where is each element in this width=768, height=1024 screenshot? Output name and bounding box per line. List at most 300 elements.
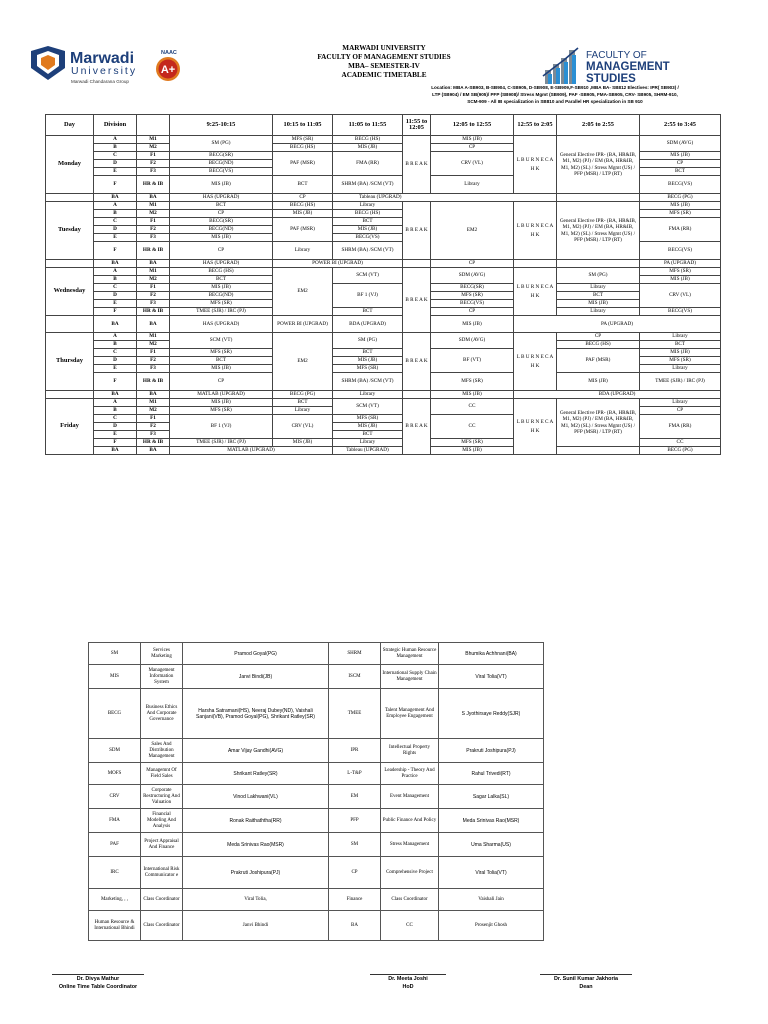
class-cell: BECG (HS) <box>557 341 640 349</box>
legend-subject-name: Financial Modeling And Analysis <box>141 809 183 833</box>
table-row <box>46 202 721 210</box>
code-cell: F3 <box>137 431 170 439</box>
class-cell: POWER BI (UPGRAD) <box>273 316 333 333</box>
subject-legend-right <box>328 642 544 941</box>
class-cell: MIS (JB) <box>170 399 273 407</box>
division-cell: F <box>94 439 137 447</box>
class-cell: MIS (JB) <box>333 144 403 152</box>
class-cell: BCT <box>333 308 403 316</box>
header-slot-4: 12:05 to 12:55 <box>431 115 514 136</box>
legend-faculty: Sagar Lalka(SL) <box>439 785 544 809</box>
class-cell: SCM (VT) <box>170 333 273 349</box>
class-cell: Tableau (UPGRAD) <box>333 194 557 202</box>
class-cell: BECG (PG) <box>640 447 721 455</box>
class-cell: BECG(SR) <box>170 218 273 226</box>
class-cell: SHRM (BA) /SCM (VT) <box>333 176 403 194</box>
class-cell: CRV (VL) <box>431 152 514 176</box>
legend-subject-name: Sales And Distribution Management <box>141 739 183 763</box>
legend-faculty: Rahul Trivedi(RT) <box>439 763 544 785</box>
header-lunch: 12:55 to 2:05 <box>514 115 557 136</box>
table-row-ba <box>46 391 721 399</box>
code-cell: F3 <box>137 300 170 308</box>
class-cell: CP <box>431 144 514 152</box>
legend-code: Human Resource & International Bhindi <box>89 911 141 941</box>
legend-code: MOFS <box>89 763 141 785</box>
code-cell: BA <box>137 447 170 455</box>
subject-legend-left <box>88 642 329 941</box>
class-cell: BECG (PG) <box>640 194 721 202</box>
legend-row <box>329 665 544 689</box>
legend-row <box>89 665 329 689</box>
legend-row <box>329 689 544 739</box>
class-cell: MFS (SR) <box>170 407 273 415</box>
legend-row <box>89 833 329 857</box>
lunch-cell: L B U R N E C A H K <box>514 202 557 260</box>
legend-faculty: Vinod Lakhwani(VL) <box>183 785 329 809</box>
division-cell: F <box>94 242 137 260</box>
class-cell: POWER BI (UPGRAD) <box>273 260 403 268</box>
code-cell: F2 <box>137 357 170 365</box>
class-cell: MIS (JB) <box>333 423 403 431</box>
legend-row <box>89 889 329 911</box>
code-cell: F1 <box>137 349 170 357</box>
code-cell: BA <box>137 194 170 202</box>
division-cell: F <box>94 373 137 391</box>
code-cell: M2 <box>137 210 170 218</box>
division-cell: B <box>94 276 137 284</box>
logo-right-line1: FACULTY OF <box>586 50 647 61</box>
class-cell: TMEE (SJR) / IRC (PJ) <box>170 308 273 316</box>
header-break: 11:55 to 12:05 <box>403 115 431 136</box>
legend-code: PFP <box>329 809 381 833</box>
class-cell: BF 1 (VJ) <box>333 284 403 308</box>
class-cell: BECG(VS) <box>640 308 721 316</box>
legend-code: BA <box>329 911 381 941</box>
class-cell: CP <box>431 260 514 268</box>
table-row <box>46 333 721 341</box>
legend-subject-name: International Risk Communicator e <box>141 857 183 889</box>
class-cell: MIS (JB) <box>431 316 514 333</box>
header-division: Division <box>94 115 137 136</box>
division-cell: BA <box>94 447 137 455</box>
legend-row <box>329 911 544 941</box>
class-cell: SDM (AVG) <box>640 136 721 152</box>
legend-subject-name: Strategic Human Resource Management <box>381 643 439 665</box>
timetable-title: ACADEMIC TIMETABLE <box>341 71 427 79</box>
code-cell: HR & IB <box>137 439 170 447</box>
class-cell: MIS (JB) <box>640 202 721 210</box>
class-cell: Library <box>640 365 721 373</box>
legend-code: Finance <box>329 889 381 911</box>
table-row <box>46 308 721 316</box>
legend-faculty: Amar Vijay Gandhi(AVG) <box>183 739 329 763</box>
general-elective-cell: General Elective IPR- (BA, HR&IB, M1, M2) (PJ) / EM (BA, HR&IB, M1, M2) (SL) / Stress Mgmt (US) / PFP (MSR) / LTP (RT) <box>557 399 640 447</box>
code-cell: M1 <box>137 202 170 210</box>
class-cell: Library <box>640 399 721 407</box>
logo-name: Marwadi <box>70 50 135 67</box>
legend-code: BECG <box>89 689 141 739</box>
legend-code: PAF <box>89 833 141 857</box>
legend-code: IPR <box>329 739 381 763</box>
division-cell: D <box>94 292 137 300</box>
class-cell: PAF (MSR) <box>557 349 640 373</box>
legend-faculty: S Jyothirsaye Reddy(SJR) <box>439 689 544 739</box>
table-row-ba <box>46 447 721 455</box>
class-cell: CP <box>431 308 514 316</box>
class-cell: SDM (AVG) <box>431 333 514 349</box>
class-cell: MIS (JB) <box>273 210 333 218</box>
class-cell: EM2 <box>431 202 514 260</box>
class-cell: MIS (JB) <box>333 357 403 365</box>
legend-code: IRC <box>89 857 141 889</box>
class-cell: TMEE (SJR) / IRC (PJ) <box>640 373 721 391</box>
lunch-cell: L B U R N E C A H K <box>514 136 557 194</box>
class-cell: BECG(SR) <box>431 284 514 292</box>
legend-subject-name: Services Marketing <box>141 643 183 665</box>
legend-code: Marketing, , , <box>89 889 141 911</box>
code-cell: M1 <box>137 333 170 341</box>
class-cell: MFS (SR) <box>431 292 514 300</box>
code-cell: HR & IB <box>137 373 170 391</box>
class-cell: HAS (UPGRAD) <box>170 194 273 202</box>
class-cell: PA (UPGRAD) <box>640 260 721 268</box>
legend-faculty: Janvi Bindi(JB) <box>183 665 329 689</box>
class-cell: MATLAB (UPGRAD) <box>170 447 333 455</box>
class-cell: MIS (JB) <box>557 300 640 308</box>
code-cell: F1 <box>137 415 170 423</box>
division-cell: F <box>94 176 137 194</box>
code-cell: HR & IB <box>137 176 170 194</box>
legend-faculty: Meda Srinivas Rao(MSR) <box>183 833 329 857</box>
class-cell: MIS (JB) <box>170 234 273 242</box>
legend-faculty: Ronak Raithaththa(RR) <box>183 809 329 833</box>
division-cell: C <box>94 152 137 160</box>
legend-row <box>89 857 329 889</box>
legend-subject-name: Talent Management And Employee Engagement <box>381 689 439 739</box>
class-cell: MFS (SR) <box>333 415 403 423</box>
class-cell: BCT <box>273 399 333 407</box>
code-cell: M1 <box>137 136 170 144</box>
class-cell: Library <box>273 242 333 260</box>
day-tuesday: Tuesday <box>46 202 94 260</box>
logo-tag: Marwadi Chandarana Group <box>71 79 129 84</box>
legend-subject-name: Comprehensive Project <box>381 857 439 889</box>
code-cell: HR & IB <box>137 308 170 316</box>
class-cell: Library <box>640 333 721 341</box>
division-cell: C <box>94 349 137 357</box>
legend-code: TMEE <box>329 689 381 739</box>
division-cell: B <box>94 407 137 415</box>
header-slot-2: 10:15 to 11:05 <box>273 115 333 136</box>
class-cell: SM (PG) <box>333 333 403 349</box>
class-cell: MFS (SR) <box>640 268 721 276</box>
code-cell: M2 <box>137 407 170 415</box>
signature-name: Dr. Sunil Kumar Jakhoria <box>540 974 632 983</box>
class-cell: BECG(SR) <box>170 152 273 160</box>
break-cell: B R E A K <box>403 136 431 194</box>
class-cell: CRV (VL) <box>640 284 721 308</box>
legend-row <box>329 739 544 763</box>
legend-code: SM <box>89 643 141 665</box>
class-cell: BCT <box>557 292 640 300</box>
class-cell: BCT <box>333 349 403 357</box>
class-cell: Library <box>333 439 403 447</box>
class-cell: MIS (JB) <box>557 373 640 391</box>
class-cell: BECG (HS) <box>170 268 273 276</box>
class-cell: TMEE (SJR) / IRC (PJ) <box>170 439 273 447</box>
class-cell: CP <box>170 242 273 260</box>
legend-code: L-T&P <box>329 763 381 785</box>
division-cell: BA <box>94 391 137 399</box>
class-cell: Library <box>333 202 403 210</box>
day-monday: Monday <box>46 136 94 194</box>
class-cell: BECG(VS) <box>333 234 403 242</box>
legend-faculty: Viral Tolia(VT) <box>439 857 544 889</box>
division-cell: B <box>94 210 137 218</box>
code-cell: M1 <box>137 399 170 407</box>
division-cell: A <box>94 399 137 407</box>
legend-subject-name: CC <box>381 911 439 941</box>
division-cell: E <box>94 300 137 308</box>
class-cell: Library <box>557 308 640 316</box>
legend-faculty: Prakruti Joshipura(PJ) <box>183 857 329 889</box>
class-cell: MIS (JB) <box>431 136 514 144</box>
class-cell: FMA (RR) <box>640 218 721 242</box>
code-cell: BA <box>137 260 170 268</box>
class-cell: MFS (SR) <box>170 300 273 308</box>
legend-row <box>89 689 329 739</box>
code-cell: M1 <box>137 268 170 276</box>
break-cell: B R E A K <box>403 202 431 260</box>
university-title: MARWADI UNIVERSITY <box>342 44 426 52</box>
table-row-ba <box>46 316 721 333</box>
header-slot-1: 9:25-10:15 <box>170 115 273 136</box>
table-row <box>46 284 721 292</box>
legend-faculty: Pramod Goyal(PG) <box>183 643 329 665</box>
table-row <box>46 399 721 407</box>
class-cell: CP <box>170 373 273 391</box>
class-cell: MIS (JB) <box>640 276 721 284</box>
class-cell: MIS (JB) <box>640 152 721 160</box>
legend-row <box>89 785 329 809</box>
division-cell: A <box>94 268 137 276</box>
legend-subject-name: Project Appraisal And Finance <box>141 833 183 857</box>
division-cell: E <box>94 431 137 439</box>
header-slot-5: 2:05 to 2:55 <box>557 115 640 136</box>
class-cell: BECG(ND) <box>170 160 273 168</box>
legend-row <box>329 833 544 857</box>
logo-sub: University <box>71 65 138 77</box>
table-row <box>46 349 721 357</box>
lunch-cell: L B U R N E C A H K <box>514 268 557 316</box>
class-cell: BCT <box>333 218 403 226</box>
division-cell: D <box>94 423 137 431</box>
class-cell: MFS (SR) <box>431 373 514 391</box>
signature-role: Dean <box>579 984 593 990</box>
legend-faculty: Harsha Satramani(HS), Neeraj Dubey(ND), Vaishali Sanjani(VB), Pramod Goyal(PG), Shrikant Ratley(SR) <box>183 689 329 739</box>
code-cell: F3 <box>137 365 170 373</box>
legend-subject-name: Intellectual Property Rights <box>381 739 439 763</box>
class-cell: BCT <box>640 341 721 349</box>
class-cell: MIS (JB) <box>333 226 403 234</box>
day-thursday: Thursday <box>46 333 94 391</box>
general-elective-cell: General Elective IPR- (BA, HR&IB, M1, M2) (PJ) / EM (BA, HR&IB, M1, M2) (SL) / Stress Mgmt (US) / PFP (MSR) / LTP (RT) <box>557 136 640 194</box>
class-cell: MFS (SR) <box>273 136 333 144</box>
header-slot-6: 2:55 to 3:45 <box>640 115 721 136</box>
class-cell: MIS (JB) <box>170 365 273 373</box>
legend-row <box>89 911 329 941</box>
code-cell: F3 <box>137 234 170 242</box>
division-cell: D <box>94 160 137 168</box>
class-cell: MFS (SR) <box>431 439 514 447</box>
location-note: Location: MBA A-SB903, B-SB904, C-SB905, D-SB908, E-SB909,F-SB910 ,MBA BA- SB812 Electives: IPR( SB903) / LTP (SB904) / EM SB(905)/ PFP (SB908)/ Stress Mgmt (SB909), PAF -SB905, FMA-SB905, CRV- SB905, SHRM-910, SCM-909 - All IB specialization in SB810 and Parallel HR specialization in SB 910 <box>431 85 679 105</box>
class-cell: SCM (VT) <box>333 399 403 415</box>
code-cell: BA <box>137 391 170 399</box>
class-cell: MATLAB (UPGRAD) <box>170 391 273 399</box>
legend-faculty: Prosenjit Ghosh <box>439 911 544 941</box>
legend-subject-name: Class Coordinator <box>141 889 183 911</box>
class-cell: CRV (VL) <box>273 415 333 439</box>
header-blank <box>137 115 170 136</box>
signature-name: Dr. Divya Mathur <box>52 974 144 983</box>
code-cell: F2 <box>137 423 170 431</box>
signature-name: Dr. Meeta Joshi <box>370 974 446 983</box>
code-cell: M2 <box>137 276 170 284</box>
class-cell: BECG(ND) <box>170 292 273 300</box>
class-cell: MIS (JB) <box>273 439 333 447</box>
legend-subject-name: Stress Management <box>381 833 439 857</box>
code-cell: M2 <box>137 144 170 152</box>
legend-subject-name: Corporate Restructuring And Valuation <box>141 785 183 809</box>
legend-subject-name: Event Management <box>381 785 439 809</box>
class-cell: BECG (HS) <box>273 144 333 152</box>
class-cell: BCT <box>333 431 403 439</box>
class-cell: BF (VT) <box>431 349 514 373</box>
division-cell: B <box>94 341 137 349</box>
class-cell: BDA (UPGRAD) <box>333 316 403 333</box>
class-cell: BECG (HS) <box>273 202 333 210</box>
division-cell: E <box>94 168 137 176</box>
general-elective-cell: General Elective IPR- (BA, HR&IB, M1, M2) (PJ) / EM (BA, HR&IB, M1, M2) (SL) / Stress Mgmt (US) / PFP (MSR) / LTP (RT) <box>557 202 640 260</box>
class-cell: Tableau (UPGRAD) <box>333 447 403 455</box>
class-cell: MFS (SR) <box>170 349 273 357</box>
header-slot-3: 11:05 to 11:55 <box>333 115 403 136</box>
class-cell: PA (UPGRAD) <box>514 316 721 333</box>
code-cell: M2 <box>137 341 170 349</box>
class-cell: MFS (SR) <box>333 365 403 373</box>
legend-row <box>89 643 329 665</box>
naac-label: NAAC <box>161 50 177 56</box>
legend-row <box>89 763 329 785</box>
legend-row <box>329 643 544 665</box>
class-cell: MIS (JB) <box>170 176 273 194</box>
division-cell: BA <box>94 260 137 268</box>
division-cell: BA <box>94 316 137 333</box>
signature-block-dean <box>540 974 632 991</box>
code-cell: HR & IB <box>137 242 170 260</box>
table-row-ba <box>46 260 721 268</box>
signature-block-hod <box>370 974 446 991</box>
program-title: MBA– SEMESTER-IV <box>348 62 420 70</box>
faculty-title: FACULTY OF MANAGEMENT STUDIES <box>317 53 451 61</box>
class-cell: PAF (MSR) <box>273 152 333 176</box>
legend-code: FMA <box>89 809 141 833</box>
break-cell: B R E A K <box>403 268 431 333</box>
class-cell: FMA (RR) <box>333 152 403 176</box>
break-cell: B R E A K <box>403 399 431 455</box>
timetable-header-row <box>46 115 721 136</box>
division-cell: B <box>94 144 137 152</box>
class-cell: EM2 <box>273 333 333 391</box>
legend-row <box>329 857 544 889</box>
class-cell: CP <box>170 210 273 218</box>
signature-block-coordinator <box>52 974 144 991</box>
legend-subject-name: Managemnt Of Field Sales <box>141 763 183 785</box>
timetable <box>45 114 721 455</box>
legend-code: SDM <box>89 739 141 763</box>
class-cell: BECG(VS) <box>640 242 721 260</box>
class-cell: PAF (MSR) <box>273 218 333 242</box>
table-row-ba <box>46 194 721 202</box>
class-cell: BCT <box>170 202 273 210</box>
division-cell: C <box>94 415 137 423</box>
lunch-cell: L B U R N E C A H K <box>514 399 557 455</box>
class-cell: MIS (JB) <box>170 284 273 292</box>
class-cell: BECG (HS) <box>333 136 403 144</box>
legend-faculty: Viral Tolia(VT) <box>439 665 544 689</box>
legend-subject-name: Class Coordinator <box>141 911 183 941</box>
class-cell: BCT <box>273 176 333 194</box>
legend-faculty: Shrikant Ratley(SR) <box>183 763 329 785</box>
logo-right-line3: STUDIES <box>586 73 636 85</box>
legend-faculty: Uma Sharma(US) <box>439 833 544 857</box>
class-cell: BECG(VS) <box>170 168 273 176</box>
class-cell: HAS (UPGRAD) <box>170 260 273 268</box>
legend-code: SM <box>329 833 381 857</box>
legend-subject-name: Management Information System <box>141 665 183 689</box>
class-cell: CP <box>273 194 333 202</box>
class-cell: Library <box>273 407 333 415</box>
class-cell: SCM (VT) <box>333 268 403 284</box>
class-cell: SHRM (BA) /SCM (VT) <box>333 373 403 391</box>
division-cell: F <box>94 308 137 316</box>
division-cell: A <box>94 333 137 341</box>
class-cell: MFS (SR) <box>640 357 721 365</box>
code-cell: F1 <box>137 284 170 292</box>
table-row <box>46 373 721 391</box>
class-cell: BECG (PG) <box>273 391 333 399</box>
division-cell: A <box>94 202 137 210</box>
legend-subject-name: Leadership - Theory And Practice <box>381 763 439 785</box>
division-cell: D <box>94 226 137 234</box>
code-cell: F2 <box>137 292 170 300</box>
division-cell: BA <box>94 194 137 202</box>
class-cell: FMA (RR) <box>640 415 721 439</box>
class-cell: SM (PG) <box>170 136 273 152</box>
header-day: Day <box>46 115 94 136</box>
class-cell: BF 1 (VJ) <box>170 415 273 439</box>
class-cell: MFS (SR) <box>640 210 721 218</box>
code-cell: F3 <box>137 168 170 176</box>
class-cell: EM2 <box>273 268 333 316</box>
class-cell: SDM (AVG) <box>431 268 514 284</box>
legend-subject-name: Public Finance And Policy <box>381 809 439 833</box>
class-cell: MIS (JB) <box>431 447 514 455</box>
division-cell: E <box>94 365 137 373</box>
class-cell: BCT <box>640 168 721 176</box>
legend-code: CP <box>329 857 381 889</box>
legend-row <box>89 809 329 833</box>
